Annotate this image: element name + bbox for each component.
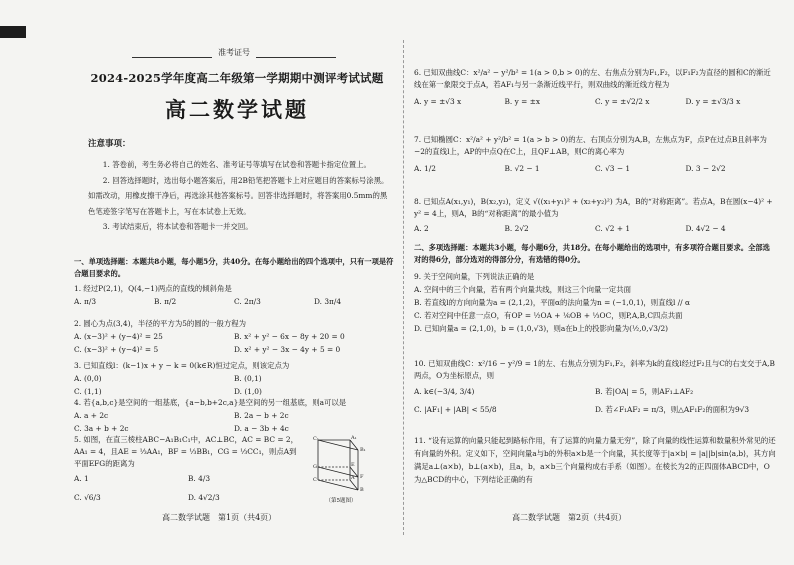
footer-page-1: 高二数学试题 第1页（共4页） xyxy=(162,513,277,522)
options xyxy=(414,283,776,335)
page-1 xyxy=(74,0,400,565)
svg-text:A: A xyxy=(351,475,355,481)
option-c: C. y = ±√2/2 x xyxy=(595,97,650,106)
option-a: A. y = ±√3 x xyxy=(414,97,462,106)
exam-number-line xyxy=(132,47,336,58)
question-5 xyxy=(74,434,302,504)
option-a: A. 空间中的三个向量，若有两个向量共线，则这三个向量一定共面 xyxy=(414,285,631,294)
question-stem: 7. 已知椭圆C：x²/a² + y²/b² = 1(a > b > 0)的左、右顶点分别为A,B，左焦点为F，点P在过点B且斜率为−2的直线l上，AP的中点Q在C上，且QF⊥AB，则C的离心率为 xyxy=(414,135,767,156)
exam-title-main: 高二数学试题 xyxy=(165,97,309,122)
option-a: A. 1/2 xyxy=(414,164,436,173)
option-b: B. √2 − 1 xyxy=(504,164,540,173)
option-b: B. 2a − b + 2c xyxy=(234,411,289,420)
options xyxy=(414,95,776,108)
question-stem: 2. 圆心为点(3,4)，半径的平方为5的圆的一般方程为 xyxy=(74,319,247,328)
page-divider xyxy=(403,40,404,535)
question-11 xyxy=(414,434,776,486)
option-b: B. π/2 xyxy=(154,297,177,306)
exam-title-line: 2024-2025学年度高二年级第一学期期中测评考试试题 xyxy=(90,71,384,85)
option-a: A. 2 xyxy=(414,224,429,233)
option-d: D. y = ±√3/3 x xyxy=(685,97,741,106)
option-a: A. π/3 xyxy=(74,297,97,306)
section-2 xyxy=(414,242,776,266)
option-c: C. (x−3)² + (y−4)² = 5 xyxy=(74,345,159,354)
question-stem: 8. 已知点A(x₁,y₁)，B(x₂,y₂)，定义 √((x₁+y₁)² + (x₂+y₂)²) 为A，B的“对称距离”。若点A，B在圆(x−4)² + y² = 4上，则A，B的“对称距离”的最小值为 xyxy=(414,197,773,218)
option-d: D. 3π/4 xyxy=(314,297,342,306)
option-c: C. 3a + b + 2c xyxy=(74,424,129,433)
svg-text:B: B xyxy=(360,487,364,492)
exam-number-label: 准考证号 xyxy=(218,48,250,57)
question-9 xyxy=(414,271,776,335)
option-d: D. a − 3b + 4c xyxy=(234,424,289,433)
option-c: C. 若对空间中任意一点O，有OP = ½OA + ⅙OB + ⅓OC，则P,A,B,C四点共面 xyxy=(414,311,683,320)
option-b: B. 2√2 xyxy=(504,224,529,233)
svg-text:C₁: C₁ xyxy=(313,436,319,442)
options xyxy=(74,472,302,504)
option-c: C. √2 + 1 xyxy=(595,224,631,233)
options xyxy=(74,409,394,435)
footer-page-2: 高二数学试题 第2页（共4页） xyxy=(512,513,627,522)
option-c: C. (1,1) xyxy=(74,387,102,396)
option-a: A. 1 xyxy=(74,474,89,483)
option-d: D. 4√2 − 4 xyxy=(685,224,726,233)
exam-number-blank xyxy=(256,57,336,58)
options xyxy=(74,372,394,398)
notice-heading: 注意事项： xyxy=(88,139,131,149)
option-d: D. 4√2/3 xyxy=(188,493,220,502)
question-stem: 11. “设有运算的向量只能起到路标作用，有了运算的向量力量无穷”，除了向量的线性运算和数量积外常见的还有向量的外积。定义如下，空间向量a与b的外积a×b是一个向量，其长度等于|a×b| = |a||b|sin⟨a,b⟩，其方向满足a⊥(a×b)，b⊥(a×b)，且a，b，a×b三个向量构成右手系（如图）。在棱长为2的正四面体ABCD中，O为△BCD的中心，下列结论正确的有 xyxy=(414,436,776,484)
svg-text:C: C xyxy=(313,477,317,483)
question-stem: 6. 已知双曲线C：x²/a² − y²/b² = 1(a > 0,b > 0)的左、右焦点分别为F₁,F₂，以F₁F₂为直径的圆和C的渐近线在第一象限交于点A，若AF₁与另一条渐近线平行，则双曲线的渐近线方程为 xyxy=(414,68,771,89)
question-8 xyxy=(414,196,776,235)
question-3 xyxy=(74,360,394,398)
svg-text:B₁: B₁ xyxy=(360,447,366,453)
option-b: B. 4/3 xyxy=(188,474,211,483)
notice-item: 2. 回答选择题时，选出每小题答案后，用2B铅笔把答题卡上对应题目的答案标号涂黑。如需改动，用橡皮擦干净后，再选涂其他答案标号。回答非选择题时，将答案用0.5mm的黑色笔迹签字笔写在答题卡上，写在本试卷上无效。 xyxy=(88,175,389,216)
question-stem: 4. 若{a,b,c}是空间的一组基底，{a−b,b+2c,a}是空间的另一组基底，则a可以是 xyxy=(74,398,347,407)
option-d: D. 已知向量a = (2,1,0)，b = (1,0,√3)，则a在b上的投影向量为(½,0,√3/2) xyxy=(414,324,669,333)
option-a: A. k∈(−3/4, 3/4) xyxy=(414,387,475,396)
option-a: A. (x−3)² + (y−4)² = 25 xyxy=(74,332,163,341)
option-d: D. (1,0) xyxy=(234,387,262,396)
prism-figure xyxy=(308,434,374,504)
svg-text:A₁: A₁ xyxy=(351,435,357,441)
option-a: A. a + 2c xyxy=(74,411,109,420)
question-stem: 9. 关于空间向量，下列说法正确的是 xyxy=(414,272,535,281)
question-stem: 10. 已知双曲线C：x²/16 − y²/9 = 1的左、右焦点分别为F₁,F₂，斜率为k的直线l经过F₂且与C的右支交于A,B两点，O为坐标原点，则 xyxy=(414,359,775,380)
svg-text:F: F xyxy=(360,474,364,480)
question-stem: 3. 已知直线l：(k−1)x + y − k = 0(k∈R)恒过定点，则该定点为 xyxy=(74,361,290,370)
corner-mark xyxy=(0,26,26,38)
svg-text:E: E xyxy=(351,462,355,468)
question-2 xyxy=(74,318,394,356)
options xyxy=(414,162,776,175)
option-b: B. 若直线l的方向向量为a = (2,1,2)，平面α的法向量为n = (−1,0,1)，则直线l // α xyxy=(414,298,691,307)
option-b: B. x² + y² − 6x − 8y + 20 = 0 xyxy=(234,332,345,341)
option-c: C. √6/3 xyxy=(74,493,101,502)
prism-diagram xyxy=(308,434,374,492)
section-1 xyxy=(74,256,394,280)
notice-item: 1. 答卷前，考生务必将自己的姓名、准考证号等填写在试卷和答题卡指定位置上。 xyxy=(102,160,371,169)
question-stem: 5. 如图，在直三棱柱ABC−A₁B₁C₁中，AC⊥BC，AC = BC = 2，AA₁ = 4，且AE = ⅓AA₁，BF = ⅓BB₁，CG = ⅓CC₁，则点A到平面EFG的距离为 xyxy=(74,435,299,468)
name-blank xyxy=(132,57,212,58)
option-c: C. √3 − 1 xyxy=(595,164,631,173)
option-a: A. (0,0) xyxy=(74,374,102,383)
option-c: C. 2π/3 xyxy=(234,297,261,306)
options xyxy=(414,222,776,235)
svg-text:G: G xyxy=(313,464,317,470)
question-7 xyxy=(414,134,776,175)
notice-item: 3. 考试结束后，将本试卷和答题卡一并交回。 xyxy=(102,222,253,231)
figure-caption: （第5题图） xyxy=(325,498,357,504)
page-2 xyxy=(414,0,776,565)
question-1 xyxy=(74,283,394,308)
option-b: B. y = ±x xyxy=(504,97,541,106)
section-1-heading: 一、单项选择题：本题共8小题，每小题5分，共40分。在每小题给出的四个选项中，只有一项是符合题目要求的。 xyxy=(74,257,394,278)
notice-list xyxy=(88,157,392,235)
option-d: D. 若∠F₁AF₂ = π/3，则△AF₁F₂的面积为9√3 xyxy=(595,405,750,414)
question-6 xyxy=(414,67,776,108)
option-d: D. x² + y² − 3x − 4y + 5 = 0 xyxy=(234,345,341,354)
option-b: B. (0,1) xyxy=(234,374,262,383)
options xyxy=(414,385,776,416)
option-c: C. |AF₁| + |AB| < 55/8 xyxy=(414,405,497,414)
options xyxy=(74,295,394,308)
question-stem: 1. 经过P(2,1)，Q(4,−1)两点的直线的倾斜角是 xyxy=(74,284,232,293)
question-10 xyxy=(414,358,776,416)
section-2-heading: 二、多项选择题：本题共3小题，每小题6分，共18分。在每小题给出的选项中，有多项符合题目要求。全部选对的得6分，部分选对的得部分分，有选错的得0分。 xyxy=(414,243,770,264)
question-4 xyxy=(74,397,394,435)
option-b: B. 若|OA| = 5，则AF₁⊥AF₂ xyxy=(595,387,694,396)
option-d: D. 3 − 2√2 xyxy=(685,164,726,173)
options xyxy=(74,330,394,356)
